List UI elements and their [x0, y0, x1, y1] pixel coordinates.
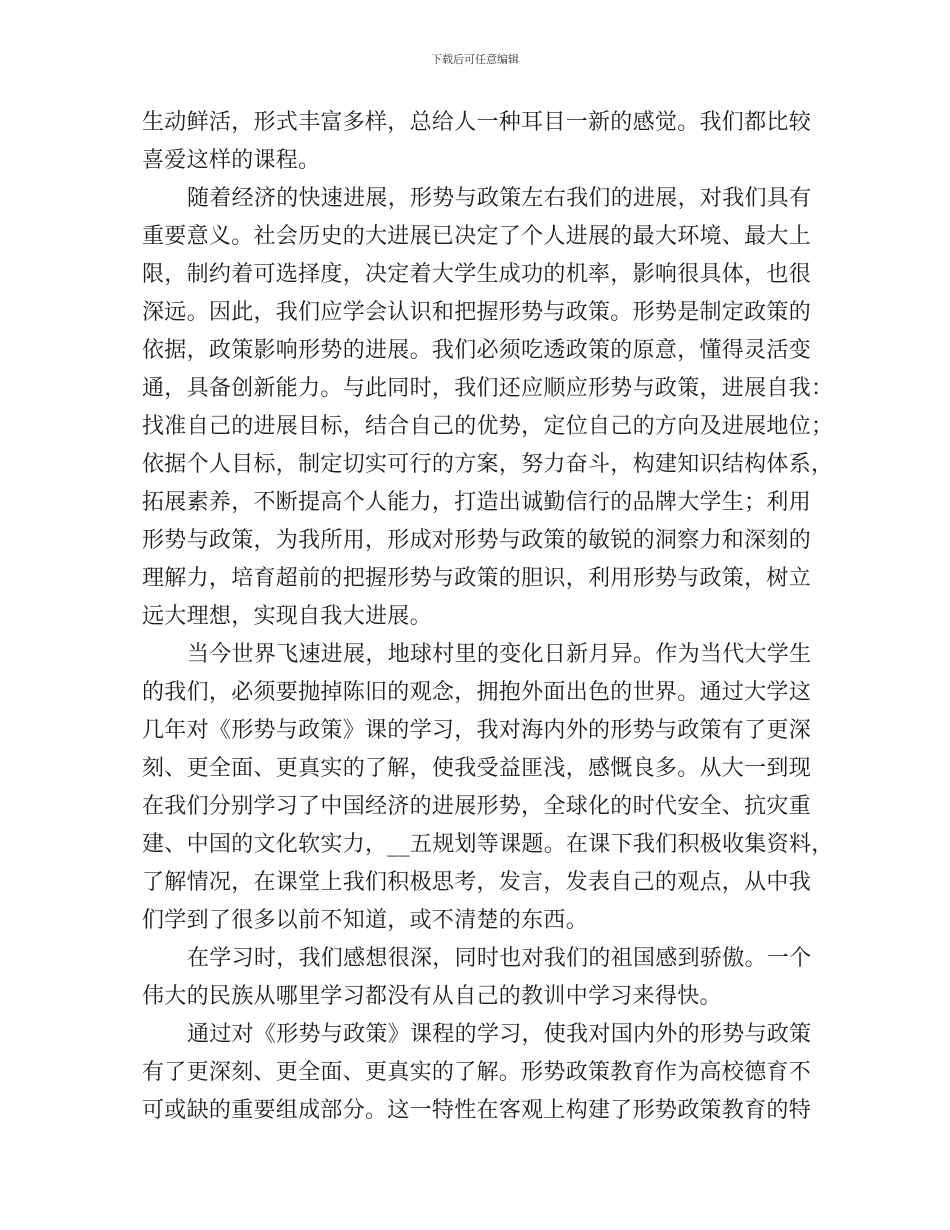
text-line: 可或缺的重要组成部分。这一特性在客观上构建了形势政策教育的特 [142, 1098, 812, 1123]
text-line: 建、中国的文化软实力，__五规划等课题。在课下我们积极收集资料， [142, 832, 834, 857]
text-line: 重要意义。社会历史的大进展已决定了个人进展的最大环境、最大上 [142, 224, 812, 249]
text-line: 远大理想，实现自我大进展。 [142, 604, 432, 629]
text-line: 喜爱这样的课程。 [142, 148, 321, 173]
text-line: 几年对《形势与政策》课的学习，我对海内外的形势与政策有了更深 [142, 718, 812, 743]
text-line: 刻、更全面、更真实的了解，使我受益匪浅，感慨良多。从大一到现 [142, 756, 812, 781]
text-line: 拓展素养，不断提高个人能力，打造出诚勤信行的品牌大学生；利用 [142, 490, 812, 515]
text-line: 通过对《形势与政策》课程的学习，使我对国内外的形势与政策 [187, 1022, 812, 1047]
text-line: 们学到了很多以前不知道，或不清楚的东西。 [142, 908, 589, 933]
text-line: 依据个人目标，制定切实可行的方案，努力奋斗，构建知识结构体系， [142, 452, 834, 477]
text-line: 找准自己的进展目标，结合自己的优势，定位自己的方向及进展地位； [142, 414, 834, 439]
text-line: 的我们，必须要抛掉陈旧的观念，拥抱外面出色的世界。通过大学这 [142, 680, 812, 705]
text-line: 了解情况，在课堂上我们积极思考，发言，发表自己的观点，从中我 [142, 870, 812, 895]
text-line: 限，制约着可选择度，决定着大学生成功的机率，影响很具体，也很 [142, 262, 812, 287]
text-line: 有了更深刻、更全面、更真实的了解。形势政策教育作为高校德育不 [142, 1060, 812, 1085]
text-line: 在学习时，我们感想很深，同时也对我们的祖国感到骄傲。一个 [187, 946, 812, 971]
text-line: 理解力，培育超前的把握形势与政策的胆识，利用形势与政策，树立 [142, 566, 812, 591]
text-line: 生动鲜活，形式丰富多样，总给人一种耳目一新的感觉。我们都比较 [142, 110, 812, 135]
text-line: 深远。因此，我们应学会认识和把握形势与政策。形势是制定政策的 [142, 300, 812, 325]
text-line: 通，具备创新能力。与此同时，我们还应顺应形势与政策，进展自我： [142, 376, 834, 401]
document-body [142, 104, 834, 1130]
text-line: 在我们分别学习了中国经济的进展形势，全球化的时代安全、抗灾重 [142, 794, 812, 819]
text-line: 依据，政策影响形势的进展。我们必须吃透政策的原意，懂得灵活变 [142, 338, 812, 363]
text-line: 形势与政策，为我所用，形成对形势与政策的敏锐的洞察力和深刻的 [142, 528, 812, 553]
text-line: 当今世界飞速进展，地球村里的变化日新月异。作为当代大学生 [187, 642, 812, 667]
page-header-label: 下载后可任意编辑 [431, 53, 519, 66]
text-line: 伟大的民族从哪里学习都没有从自己的教训中学习来得快。 [142, 984, 722, 1009]
text-line: 随着经济的快速进展，形势与政策左右我们的进展，对我们具有 [187, 186, 812, 211]
